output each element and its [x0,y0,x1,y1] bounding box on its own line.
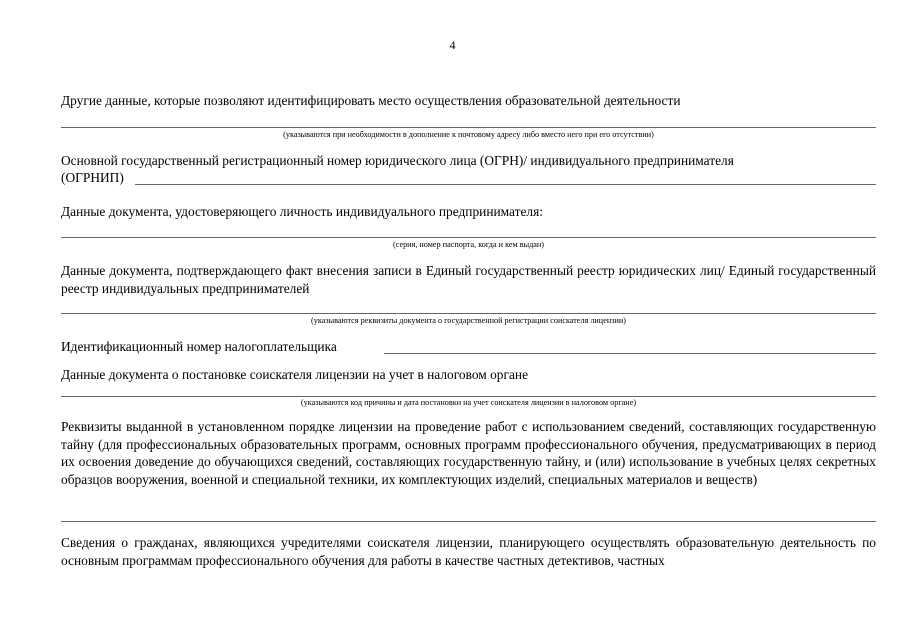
tax-label: Данные документа о постановке соискателя лицензии на учет в налоговом органе [61,367,529,382]
inn-label: Идентификационный номер налогоплательщика [61,339,337,354]
registry-note: (указываются реквизиты документа о государственной регистрации соискателя лицензии) [311,316,626,325]
tax-note: (указываются код причины и дата постановки на учет соискателя лицензии в налоговом органе) [300,398,637,407]
tax-field-line[interactable] [61,396,876,397]
ogrn-label-line1: Основной государственный регистрационный номер юридического лица (ОГРН)/ индивидуального предпринимателя [61,153,734,168]
identity-label: Данные документа, удостоверяющего личность индивидуального предпринимателя: [61,204,543,219]
founders-label: Сведения о гражданах, являющихся учредителями соискателя лицензии, планирующего осуществлять образовательную деятельность по основным программам профессионального обучения для работы в качестве частных детективов, частных [61,535,876,568]
place-label: Другие данные, которые позволяют идентифицировать место осуществления образовательной деятельности [61,93,681,108]
secret-label: Реквизиты выданной в установленном порядке лицензии на проведение работ с использованием сведений, составляющих государственную тайну (для профессиональных образовательных программ, основных программ профессионального обучения, предусматривающих в период их освоения доведение до обучающихся сведений, составляющих государственную тайну, и (или) использование в учебных целях секретных образцов вооружения, военной и специальной техники, их комплектующих изделий, специальных материалов и веществ) [61,419,876,487]
identity-field-line[interactable] [61,237,876,238]
registry-field-line[interactable] [61,313,876,314]
ogrn-label-line2: (ОГРНИП) [61,170,124,185]
inn-field-line[interactable] [384,353,876,354]
secret-field-line[interactable] [61,521,876,522]
place-note: (указываются при необходимости в дополнение к почтовому адресу либо вместо него при его отсутствии) [283,130,654,139]
ogrn-field-line[interactable] [135,184,876,185]
place-field-line[interactable] [61,127,876,128]
identity-note: (серия, номер паспорта, когда и кем выдан) [392,240,544,249]
page-number: 4 [449,38,456,52]
registry-label: Данные документа, подтверждающего факт внесения записи в Единый государственный реестр юридических лиц/ Единый государственный реестр индивидуальных предпринимателей [61,263,876,296]
